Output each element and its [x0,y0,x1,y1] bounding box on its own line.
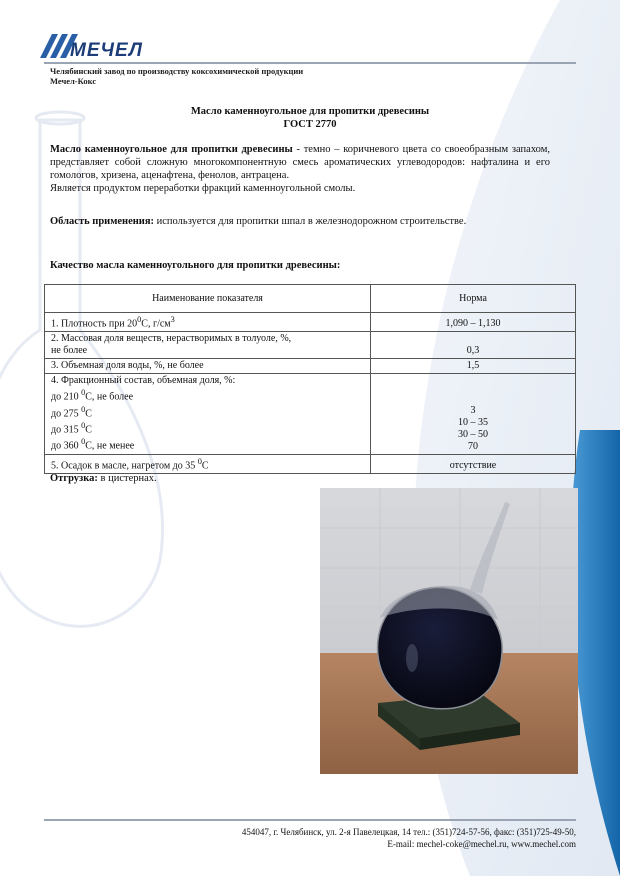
quality-heading: Качество масла каменноугольного для пропитки древесины: [50,260,341,271]
footer-address: 454047, г. Челябинск, ул. 2-я Павелецкая, 14 тел.: (351)724-57-56, факс: (351)725-49-50, [241,827,576,837]
doc-standard: ГОСТ 2770 [283,119,337,130]
company-line-1: Челябинский завод по производству коксохимической продукции [50,66,304,76]
application-text: используется для пропитки шпал в железнодорожном строительстве. [154,216,467,227]
footer-divider [44,819,576,821]
header-norm: Норма [371,285,576,313]
shipping-text: в цистернах. [97,473,157,484]
company-line-2: Мечел-Кокс [50,76,97,86]
doc-title: Масло каменноугольное для пропитки древесины [190,106,430,117]
shipping-label: Отгрузка: [50,473,98,484]
brand-name: МЕЧЕЛ [70,40,143,61]
table-row: 5. Осадок в масле, нагретом до 35 $^0$С отсутствие [45,454,576,473]
application-label: Область применения: [50,216,155,227]
footer-contacts [242,826,576,850]
intro-text: - темно – коричневого цвета со своеобразным запахом, представляет собой сложную многокомпонентную смесь ароматических углеводородов: нафталина и его гомологов, хризена, аценафтена, фенолов, антрацена. [50,144,550,181]
company-name [50,66,303,86]
table-row: 1. Плотность при $20^0С$, $г/см^3$ 1,090 – 1,130 [45,313,576,332]
table-row: 2. Массовая доля веществ, нерастворимых в толуоле, %, не более 0,3 [45,332,576,359]
product-photo [320,488,578,774]
intro-text-2: Является продуктом переработки фракций каменноугольной смолы. [50,183,356,194]
header-divider [44,62,576,64]
table-row: 4. Фракционный состав, объемная доля, %: до 210 $^0$С, не более до 275 $^0$С до 315 $^0$С до 360 $^0$С, не менее 3 10 – 35 30 – 50 70 [45,374,576,454]
footer-email: E-mail: mechel-coke@mechel.ru, www.mechel.com [387,839,576,849]
shipping-paragraph [50,472,550,485]
table-header-row [45,285,576,313]
table-row: 3. Объемная доля воды, %, не более 1,5 [45,359,576,374]
application-paragraph [50,215,550,228]
intro-bold: Масло каменноугольное для пропитки древесины [50,144,293,155]
intro-paragraph [50,143,550,195]
quality-table [44,284,576,474]
header-name: Наименование показателя [45,285,371,313]
